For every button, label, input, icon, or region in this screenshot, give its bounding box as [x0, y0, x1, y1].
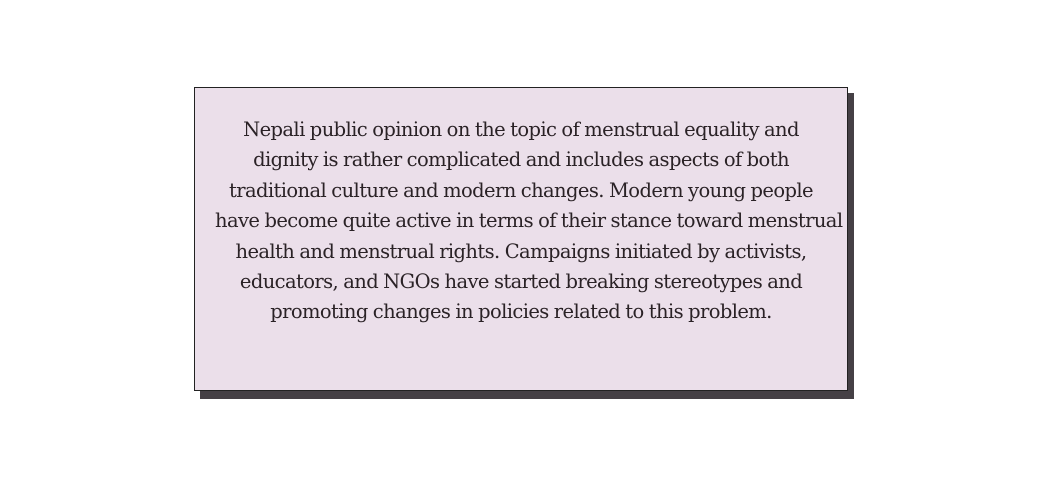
callout-line-1: Nepali public opinion on the topic of menstrual equality and: [243, 118, 799, 141]
callout-line-3: traditional culture and modern changes. Modern young people: [229, 178, 813, 202]
text-callout-box: [194, 87, 848, 391]
callout-paragraph: [215, 115, 843, 328]
callout-line-5: health and menstrual rights. Campaigns initiated by activists,: [235, 239, 807, 263]
callout-line-6: educators, and NGOs have started breaking stereotypes and: [239, 270, 803, 294]
callout-line-7: promoting changes in policies related to this problem.: [270, 300, 772, 324]
callout-line-4: have become quite active in terms of their stance toward menstrual: [215, 209, 843, 233]
callout-line-2: dignity is rather complicated and includes aspects of both: [253, 148, 789, 172]
